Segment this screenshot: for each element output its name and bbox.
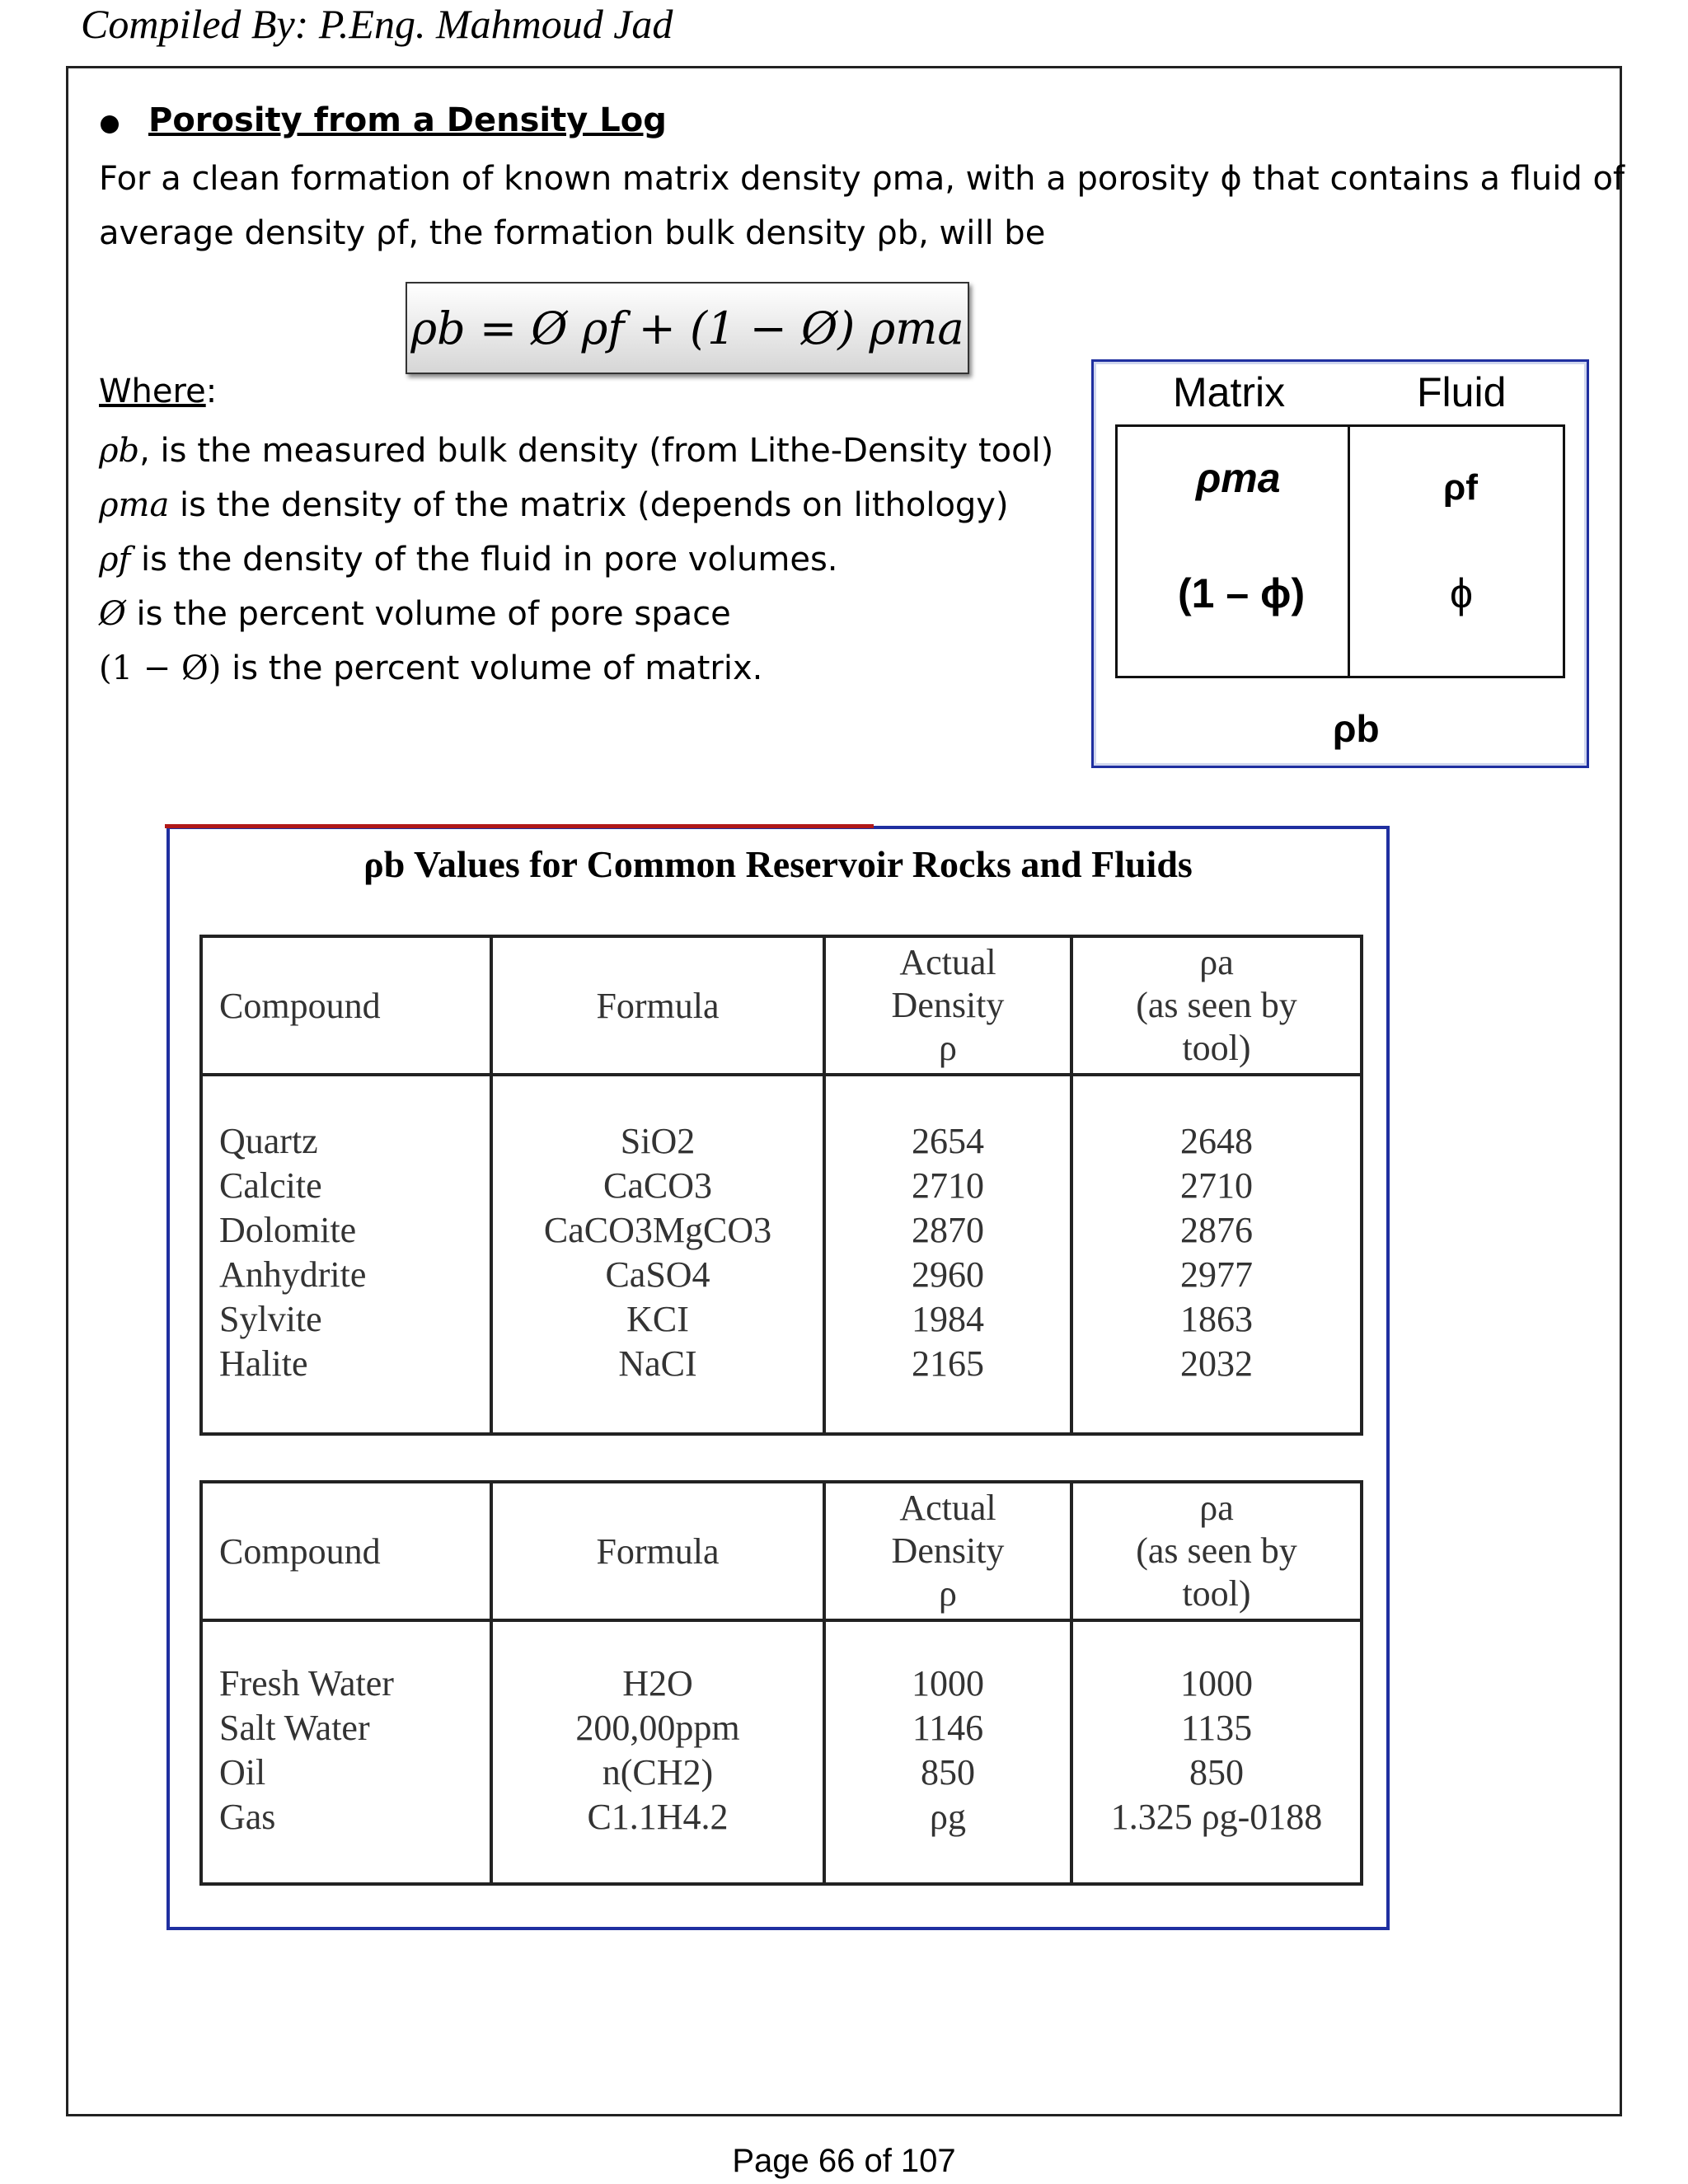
where-label — [99, 373, 217, 410]
one-minus-phi-symbol: (1 – ϕ) — [1178, 570, 1306, 616]
figure-accent-line — [165, 824, 874, 828]
fluids-formulas-cell — [491, 1620, 824, 1884]
rocks-body-row — [201, 1075, 1362, 1434]
list-item: 2710 — [1180, 1165, 1253, 1206]
definition-text: , is the measured bulk density (from Lithe-Density tool) — [139, 432, 1054, 470]
list-item: 2710 — [912, 1165, 984, 1206]
header-tool-line: tool) — [1182, 1573, 1251, 1614]
list-item: 1135 — [1180, 1708, 1253, 1748]
list-item: KCI — [626, 1299, 689, 1339]
rho-b-symbol: ρb — [1333, 707, 1380, 750]
header-actual-density — [824, 936, 1071, 1075]
header-apparent-density — [1071, 1482, 1362, 1620]
header-tool-line: tool) — [1182, 1028, 1251, 1068]
fluids-apparent-cell — [1071, 1620, 1362, 1884]
rho-f-symbol: ρf — [1443, 467, 1478, 508]
rocks-table — [199, 935, 1363, 1436]
rocks-actual-cell — [824, 1075, 1071, 1434]
intro-line-2: average density ρf, the formation bulk density ρb, will be — [99, 214, 1046, 252]
rocks-formulas-cell — [491, 1075, 824, 1434]
header-rho-line: ρ — [939, 1573, 957, 1614]
definition-text: is the density of the matrix (depends on lithology) — [169, 486, 1009, 524]
diagram-divider — [1348, 424, 1350, 678]
density-equation: ρb = Ø ρf + (1 − Ø) ρma — [406, 282, 969, 374]
matrix-label: Matrix — [1173, 369, 1286, 415]
list-item: 1863 — [1180, 1299, 1253, 1339]
list-item: ρg — [930, 1797, 966, 1837]
list-item: Anhydrite — [219, 1254, 367, 1295]
header-compound: Compound — [201, 936, 491, 1075]
list-item: Sylvite — [219, 1299, 322, 1339]
list-item: n(CH2) — [602, 1752, 714, 1793]
list-item: 2870 — [912, 1210, 984, 1250]
bullet-icon — [101, 115, 119, 134]
definition-rho-b — [99, 424, 1053, 478]
list-item: NaCI — [618, 1343, 697, 1384]
list-item: 2960 — [912, 1254, 984, 1295]
list-item: Salt Water — [219, 1708, 370, 1748]
list-item: SiO2 — [620, 1121, 696, 1161]
header-rho-a-line: ρa — [1199, 1488, 1234, 1528]
list-item: 1000 — [1180, 1663, 1253, 1704]
header-actual-line: Actual — [899, 942, 996, 982]
list-item: 1.325 ρg-0188 — [1110, 1797, 1323, 1837]
intro-line-1: For a clean formation of known matrix density ρma, with a porosity ϕ that contains a fluid of — [99, 160, 1625, 198]
list-item: 2165 — [912, 1343, 984, 1384]
definition-rho-f — [99, 532, 1053, 587]
matrix-fluid-diagram — [1091, 359, 1589, 768]
rocks-header-row — [201, 936, 1362, 1075]
definition-symbol: ρma — [99, 486, 170, 524]
list-item: Dolomite — [219, 1210, 357, 1250]
list-item: 2876 — [1180, 1210, 1253, 1250]
page-number: Page 66 of 107 — [732, 2143, 956, 2179]
rho-ma-symbol: ρma — [1196, 455, 1281, 501]
section-heading: Porosity from a Density Log — [148, 101, 667, 139]
header-formula: Formula — [491, 936, 824, 1075]
list-item: CaCO3 — [603, 1165, 712, 1206]
header-as-seen-line: (as seen by — [1136, 1530, 1297, 1571]
phi-symbol: ϕ — [1450, 570, 1474, 616]
list-item: 2648 — [1180, 1121, 1253, 1161]
definition-text: is the percent volume of matrix. — [221, 649, 763, 687]
list-item: 1146 — [912, 1708, 984, 1748]
list-item: Calcite — [219, 1165, 322, 1206]
header-compound: Compound — [201, 1482, 491, 1620]
header-density-line: Density — [891, 1530, 1005, 1571]
list-item: 1000 — [912, 1663, 984, 1704]
fluids-body-row — [201, 1620, 1362, 1884]
header-rho-line: ρ — [939, 1028, 957, 1068]
list-item: CaCO3MgCO3 — [543, 1210, 772, 1250]
header-rho-a-line: ρa — [1199, 942, 1234, 982]
list-item: 200,00ppm — [575, 1708, 740, 1748]
fluids-header-row — [201, 1482, 1362, 1620]
rocks-compounds-cell — [201, 1075, 491, 1434]
diagram-box — [1115, 424, 1565, 678]
definitions-list — [99, 424, 1053, 696]
definition-symbol: (1 − Ø) — [99, 649, 222, 687]
list-item: 2654 — [912, 1121, 984, 1161]
where-word: Where — [99, 373, 206, 410]
list-item: CaSO4 — [605, 1254, 710, 1295]
list-item: Oil — [219, 1752, 266, 1793]
fluid-label: Fluid — [1417, 369, 1507, 415]
list-item: 850 — [921, 1752, 975, 1793]
list-item: Halite — [219, 1343, 308, 1384]
header-formula: Formula — [491, 1482, 824, 1620]
definition-phi — [99, 587, 1053, 641]
fluids-actual-cell — [824, 1620, 1071, 1884]
list-item: Gas — [219, 1797, 276, 1837]
list-item: Quartz — [219, 1121, 318, 1161]
rocks-apparent-cell — [1071, 1075, 1362, 1434]
definition-symbol: ρf — [99, 541, 131, 579]
header-apparent-density — [1071, 936, 1362, 1075]
fluids-table — [199, 1480, 1363, 1886]
list-item: 1984 — [912, 1299, 984, 1339]
list-item: 2032 — [1180, 1343, 1253, 1384]
definition-text: is the density of the fluid in pore volumes. — [130, 541, 838, 579]
list-item: 2977 — [1180, 1254, 1253, 1295]
definition-text: is the percent volume of pore space — [125, 595, 731, 633]
list-item: 850 — [1189, 1752, 1244, 1793]
header-density-line: Density — [891, 985, 1005, 1025]
definition-rho-ma — [99, 478, 1053, 532]
list-item: C1.1H4.2 — [587, 1797, 729, 1837]
header-actual-density — [824, 1482, 1071, 1620]
where-colon: : — [205, 373, 218, 410]
definition-symbol: ρb — [99, 432, 140, 470]
list-item: H2O — [622, 1663, 693, 1704]
header-as-seen-line: (as seen by — [1136, 985, 1297, 1025]
header-actual-line: Actual — [899, 1488, 996, 1528]
list-item: Fresh Water — [219, 1663, 394, 1704]
density-values-table-figure — [166, 826, 1390, 1930]
compiled-by-header: Compiled By: P.Eng. Mahmoud Jad — [81, 1, 673, 47]
table-title: ρb Values for Common Reservoir Rocks and Fluids — [363, 843, 1193, 885]
fluids-compounds-cell — [201, 1620, 491, 1884]
definition-one-minus-phi — [99, 641, 1053, 696]
definition-symbol: Ø — [99, 595, 126, 633]
